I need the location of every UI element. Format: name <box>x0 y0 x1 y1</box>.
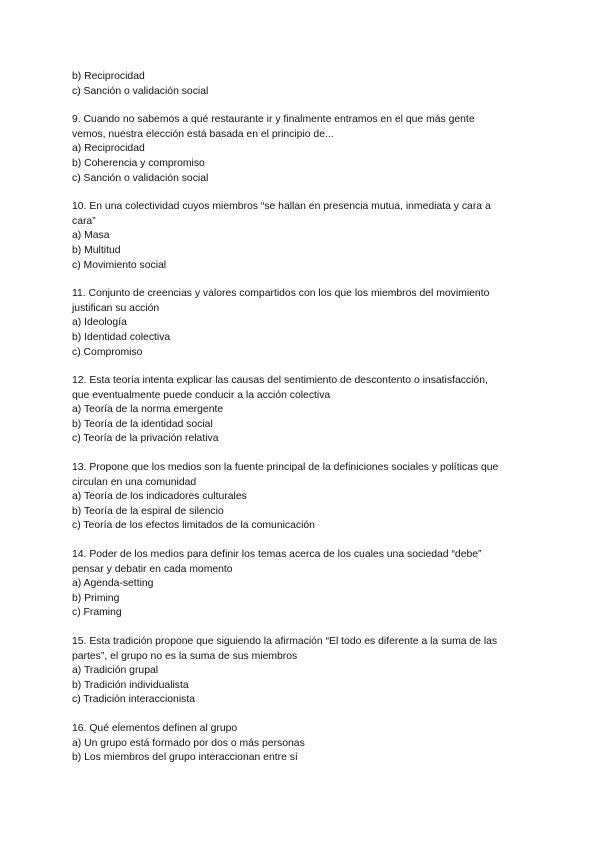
option-c: c) Compromiso <box>72 346 143 358</box>
option-a: a) Tradición grupal <box>72 665 159 677</box>
question-line: circulan en una comunidad <box>72 476 197 488</box>
question-line: 14. Poder de los medios para definir los temas acerca de los cuales una sociedad “debe” <box>72 549 482 561</box>
question-text <box>72 461 540 490</box>
question-16 <box>72 722 540 766</box>
option-a: a) Teoría de la norma emergente <box>72 404 224 416</box>
option-a: a) Teoría de los indicadores culturales <box>72 491 247 503</box>
option-c: c) Teoría de la privación relativa <box>72 433 219 445</box>
continued-options <box>72 70 540 99</box>
option-b: b) Coherencia y compromiso <box>72 157 205 169</box>
question-line: 11. Conjunto de creencias y valores compartidos con los que los miembros del movimiento <box>72 288 490 300</box>
option: b) Reciprocidad <box>72 71 145 82</box>
question-text <box>72 548 540 577</box>
option-b: b) Tradición individualista <box>72 679 189 691</box>
question-15 <box>72 635 540 708</box>
question-line: cara” <box>72 215 96 227</box>
question-line: pensar y debatir en cada momento <box>72 563 233 575</box>
question-9 <box>72 113 540 186</box>
question-line: 16. Qué elementos definen al grupo <box>72 722 238 734</box>
question-line: justifican su acción <box>72 302 160 314</box>
question-text <box>72 722 540 737</box>
option-c: c) Movimiento social <box>72 259 167 271</box>
question-text <box>72 113 540 142</box>
question-14 <box>72 548 540 621</box>
question-13 <box>72 461 540 534</box>
question-line: 9. Cuando no sabemos a qué restaurante ir y finalmente entramos en el que más gente <box>72 114 475 126</box>
question-12 <box>72 374 540 447</box>
option-c: c) Framing <box>72 607 122 619</box>
option-c: c) Teoría de los efectos limitados de la comunicación <box>72 520 315 532</box>
option-b: b) Teoría de la identidad social <box>72 418 213 430</box>
option-a: a) Ideología <box>72 317 127 329</box>
option: c) Sanción o validación social <box>72 85 209 97</box>
question-text <box>72 200 540 229</box>
option-a: a) Reciprocidad <box>72 143 145 155</box>
option-b: b) Priming <box>72 592 120 604</box>
option-a: a) Masa <box>72 230 110 242</box>
question-11 <box>72 287 540 360</box>
option-a: a) Agenda-setting <box>72 578 154 590</box>
question-line: vemos, nuestra elección está basada en el principio de... <box>72 128 334 140</box>
option-a: a) Un grupo está formado por dos o más personas <box>72 737 305 749</box>
option-c: c) Sanción o validación social <box>72 172 209 184</box>
question-text <box>72 374 540 403</box>
question-line: 10. En una colectividad cuyos miembros “se hallan en presencia mutua, inmediata y cara a <box>72 201 491 213</box>
question-text <box>72 635 540 664</box>
question-line: partes”, el grupo no es la suma de sus miembros <box>72 650 298 662</box>
question-text <box>72 287 540 316</box>
option-b: b) Los miembros del grupo interaccionan entre sí <box>72 752 298 764</box>
question-line: 15. Esta tradición propone que siguiendo la afirmación “El todo es diferente a la suma de las <box>72 636 498 647</box>
question-line: 13. Propone que los medios son la fuente principal de la definiciones sociales y políticas que <box>72 462 499 474</box>
option-c: c) Tradición interaccionista <box>72 694 196 706</box>
option-b: b) Teoría de la espiral de silencio <box>72 505 224 517</box>
question-line: que eventualmente puede conducir a la acción colectiva <box>72 389 331 401</box>
question-line: 12. Esta teoría intenta explicar las causas del sentimiento de descontento o insatisfacción, <box>72 375 488 387</box>
option-b: b) Identidad colectiva <box>72 331 171 343</box>
option-b: b) Multitud <box>72 244 121 256</box>
question-10 <box>72 200 540 273</box>
